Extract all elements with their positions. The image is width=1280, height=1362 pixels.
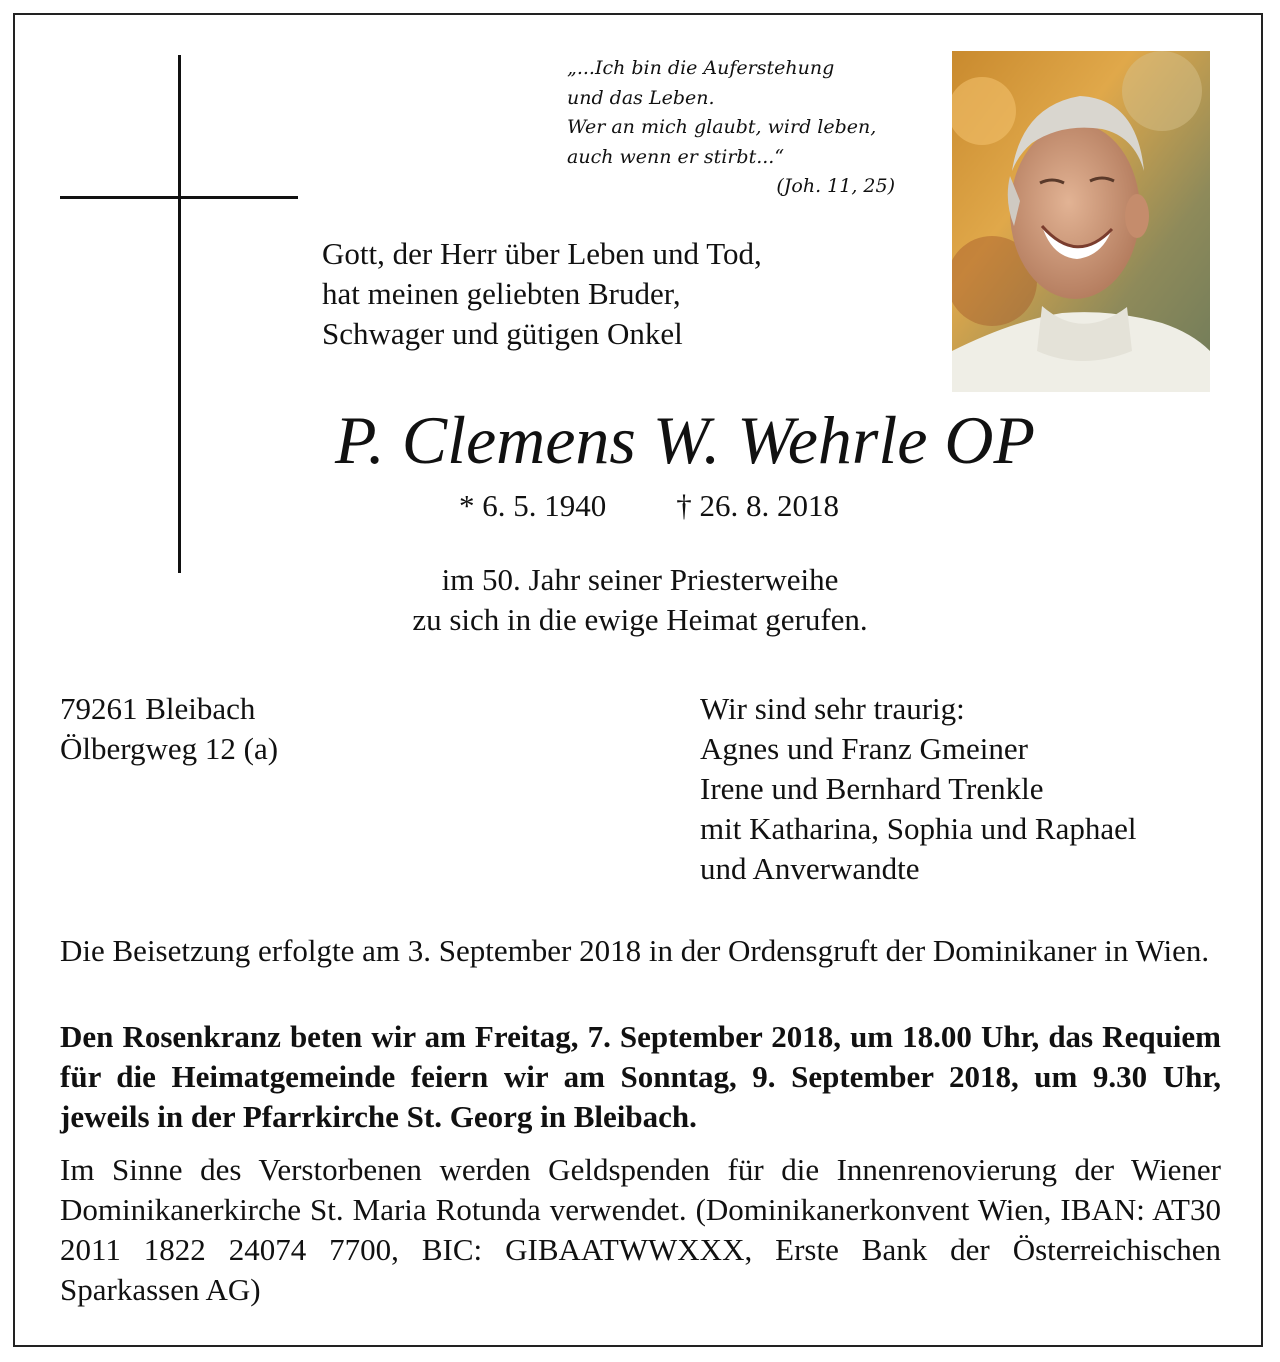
address-block: [60, 689, 278, 769]
intro-line: hat meinen geliebten Bruder,: [322, 276, 681, 311]
mourner-line: Wir sind sehr traurig:: [700, 691, 965, 726]
birth-date: * 6. 5. 1940: [459, 488, 607, 523]
quote-line: und das Leben.: [567, 86, 715, 109]
intro-text: [322, 234, 762, 354]
summons-line: im 50. Jahr seiner Priesterweihe: [441, 562, 839, 597]
intro-line: Gott, der Herr über Leben und Tod,: [322, 236, 762, 271]
intro-line: Schwager und gütigen Onkel: [322, 316, 683, 351]
mourner-line: Irene und Bernhard Trenkle: [700, 771, 1044, 806]
portrait-photo: [952, 51, 1210, 392]
quote-reference: (Joh. 11, 25): [776, 175, 895, 197]
mourner-line: mit Katharina, Sophia und Raphael: [700, 811, 1137, 846]
mourners-block: [700, 689, 1136, 889]
summons-text: [0, 560, 1280, 640]
donation-paragraph: Im Sinne des Verstorbenen werden Geldspenden für die Innenrenovierung der Wiener Dominikanerkirche St. Maria Rotunda verwendet. (Dominikanerkonvent Wien, IBAN: AT30 2011 1822 24074 7700, BIC: GIBAATWWXXX, Erste Bank der Österreichischen Sparkassen AG): [60, 1152, 1221, 1307]
quote-line: auch wenn er stirbt...“: [567, 145, 785, 168]
bible-quote: [567, 54, 907, 202]
rosary-paragraph: Den Rosenkranz beten wir am Freitag, 7. September 2018, um 18.00 Uhr, das Requiem für die Heimatgemeinde feiern wir am Sonntag, 9. September 2018, um 9.30 Uhr, jeweils in der Pfarrkirche St. Georg in Bleibach.: [60, 1019, 1221, 1134]
life-dates: [0, 486, 1280, 526]
address-line: 79261 Bleibach: [60, 691, 256, 726]
quote-line: Wer an mich glaubt, wird leben,: [567, 116, 877, 138]
death-date: † 26. 8. 2018: [676, 488, 839, 523]
burial-paragraph: Die Beisetzung erfolgte am 3. September 2018 in der Ordensgruft der Dominikaner in Wien.: [60, 933, 1210, 968]
mourner-line: und Anverwandte: [700, 851, 920, 886]
summons-line: zu sich in die ewige Heimat gerufen.: [412, 602, 868, 637]
address-line: Ölbergweg 12 (a): [60, 731, 279, 766]
deceased-name: P. Clemens W. Wehrle OP: [334, 402, 1036, 478]
mourner-line: Agnes und Franz Gmeiner: [700, 731, 1028, 766]
quote-line: „...Ich bin die Auferstehung: [567, 57, 835, 79]
cross-horizontal-bar: [60, 196, 298, 199]
